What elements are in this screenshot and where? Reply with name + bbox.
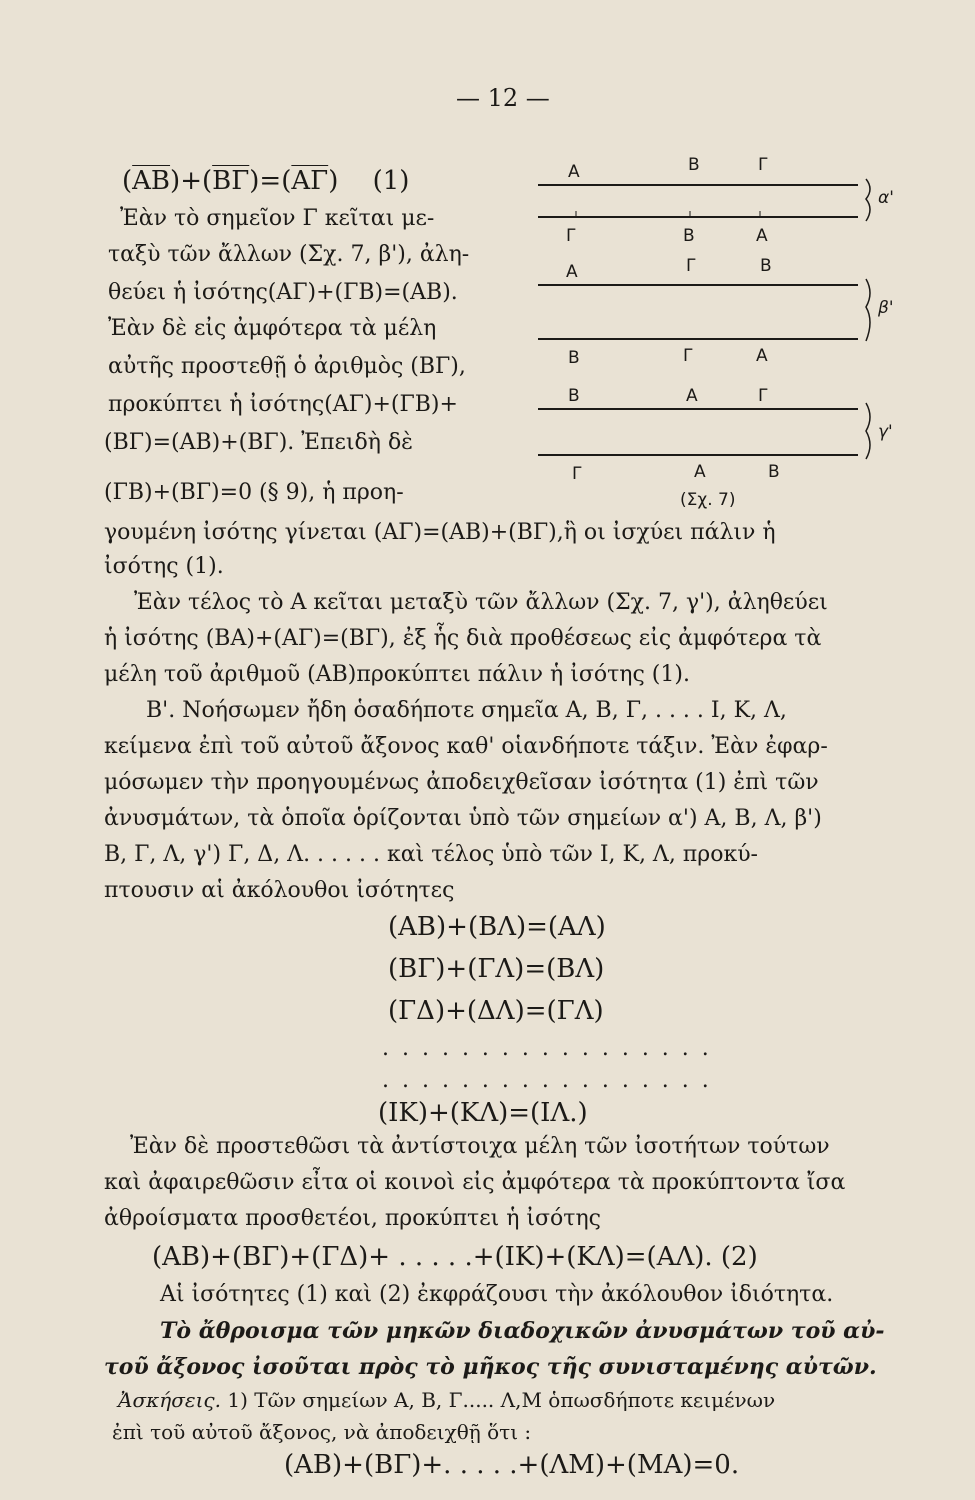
brace [866,279,870,341]
brace [866,179,870,221]
text-line: ἀθροίσματα προσθετέοι, προκύπτει ἡ ἰσότης [104,1206,601,1231]
dots-row: . . . . . . . . . . . . . . . . . [382,1068,712,1093]
left-line: θεύει ἡ ἰσότης(ΑΓ)+(ΓΒ)=(ΑΒ). [108,280,458,305]
point-label: Γ [566,226,576,246]
group-gamma-label: γ' [878,422,893,442]
text-line: μόσωμεν τὴν προηγουμένως ἀποδειχθεῖσαν ἰσότητα (1) ἐπὶ τῶν [104,770,819,795]
exercise-line-1 [118,1390,775,1410]
text-line: Ἐὰν τέλος τὸ Α κεῖται μεταξὺ τῶν ἄλλων (Σχ. 7, γ'), ἀληθεύει [134,590,828,615]
text-line: Ἐὰν δὲ προστεθῶσι τὰ ἀντίστοιχα μέλη τῶν ἰσοτήτων τούτων [130,1134,830,1159]
point-label: Γ [572,464,582,484]
system-eq: (ΑΒ)+(ΒΛ)=(ΑΛ) [388,912,606,942]
exercises-label: Ἀσκήσεις. [118,1388,221,1412]
text-line: μέλη τοῦ ἀριθμοῦ (ΑΒ)προκύπτει πάλιν ἡ ἰσότης (1). [104,662,690,687]
point-label: Α [694,462,706,482]
text-line: γουμένη ἰσότης γίνεται (ΑΓ)=(ΑΒ)+(ΒΓ),ἣ οι ἰσχύει πάλιν ἡ [104,520,776,545]
statement-intro: Αἱ ἰσότητες (1) καὶ (2) ἐκφράζουσι τὴν ἀκόλουθον ἰδιότητα. [160,1282,834,1307]
theorem-line: Τὸ ἄθροισμα τῶν μηκῶν διαδοχικῶν ἀνυσμάτων τοῦ αὐ- [160,1318,885,1344]
eq1-ab: $\overline{AB}$ [132,166,171,196]
text-line: καὶ ἀφαιρεθῶσιν εἶτα οἱ κοινοὶ εἰς ἀμφότερα τὰ προκύπτοντα ἴσα [104,1170,846,1195]
figure-7 [528,155,928,515]
left-line: Ἐὰν τὸ σημεῖον Γ κεῖται με- [120,206,435,231]
point-label: Γ [758,386,768,406]
point-label: Β [683,226,695,246]
point-label: Γ [686,256,696,276]
point-label: Α [568,162,580,182]
point-label: Γ [758,155,768,175]
point-label: Β [688,155,700,175]
point-label: Β [568,348,580,368]
system-eq: (ΓΔ)+(ΔΛ)=(ΓΛ) [388,996,604,1026]
point-label: Α [686,386,698,406]
system-eq: (ΙΚ)+(ΚΛ)=(ΙΛ.) [378,1098,588,1128]
text-line: πτουσιν αἱ ἀκόλουθοι ἰσότητες [104,878,455,903]
eq1-bg: $\overline{B\Gamma}$ [212,166,250,196]
left-line: (ΒΓ)=(ΑΒ)+(ΒΓ). Ἐπειδὴ δὲ [104,430,413,455]
figure-caption: (Σχ. 7) [680,490,736,510]
left-line: ταξὺ τῶν ἄλλων (Σχ. 7, β'), ἀλη- [108,242,470,267]
group-alpha-label: α' [878,188,894,208]
brace [866,403,870,459]
point-label: Α [756,346,768,366]
point-label: Β [768,462,780,482]
left-line: Ἐὰν δὲ εἰς ἀμφότερα τὰ μέλη [108,316,437,341]
equation-3: (ΑΒ)+(ΒΓ)+. . . . .+(ΛΜ)+(ΜΑ)=0. [284,1450,740,1480]
eq1-label: (1) [372,166,410,196]
page-number: — 12 — [456,84,550,112]
point-label: Α [756,226,768,246]
eq1-ag: $\overline{A\Gamma}$ [291,166,329,196]
exercise-text: 1) Τῶν σημείων Α, Β, Γ..... Λ,Μ ὁπωσδήποτε κειμένων [227,1388,776,1412]
system-eq: (ΒΓ)+(ΓΛ)=(ΒΛ) [388,954,605,984]
left-line: αὐτῆς προστεθῇ ὁ ἀριθμὸς (ΒΓ), [108,354,466,379]
left-line: (ΓΒ)+(ΒΓ)=0 (§ 9), ἡ προη- [104,480,404,505]
equation-1: $(\overline{AB})+(\overline{B\Gamma})=(\overline{A\Gamma})$ (1) [122,166,410,196]
point-label: Α [566,262,578,282]
text-line: κείμενα ἐπὶ τοῦ αὐτοῦ ἄξονος καθ' οἱανδήποτε τάξιν. Ἐὰν ἐφαρ- [104,734,828,759]
point-label: Γ [683,346,693,366]
exercise-line-2: ἐπὶ τοῦ αὐτοῦ ἄξονος, νὰ ἀποδειχθῇ ὅτι : [112,1420,532,1444]
text-line: Β'. Νοήσωμεν ἤδη ὁσαδήποτε σημεῖα Α, Β, Γ, . . . . Ι, Κ, Λ, [146,698,787,723]
theorem-line: τοῦ ἄξονος ἰσοῦται πρὸς τὸ μῆκος τῆς συνισταμένης αὐτῶν. [104,1354,877,1380]
point-label: Β [568,386,580,406]
text-line: ἀνυσμάτων, τὰ ὁποῖα ὁρίζονται ὑπὸ τῶν σημείων α') Α, Β, Λ, β') [104,806,822,831]
text-line: ἰσότης (1). [104,554,224,579]
dots-row: . . . . . . . . . . . . . . . . . [382,1036,712,1061]
text-line: ἡ ἰσότης (ΒΑ)+(ΑΓ)=(ΒΓ), ἐξ ἧς διὰ προθέσεως εἰς ἀμφότερα τὰ [104,626,822,651]
left-line: προκύπτει ἡ ἰσότης(ΑΓ)+(ΓΒ)+ [108,392,458,417]
figure-7-svg [528,155,928,515]
text-line: Β, Γ, Λ, γ') Γ, Δ, Λ. . . . . . καὶ τέλος ὑπὸ τῶν Ι, Κ, Λ, προκύ- [104,842,758,867]
group-beta-label: β' [878,298,894,318]
equation-2: (ΑΒ)+(ΒΓ)+(ΓΔ)+ . . . . .+(ΙΚ)+(ΚΛ)=(ΑΛ). (2) [152,1242,758,1272]
point-label: Β [760,256,772,276]
